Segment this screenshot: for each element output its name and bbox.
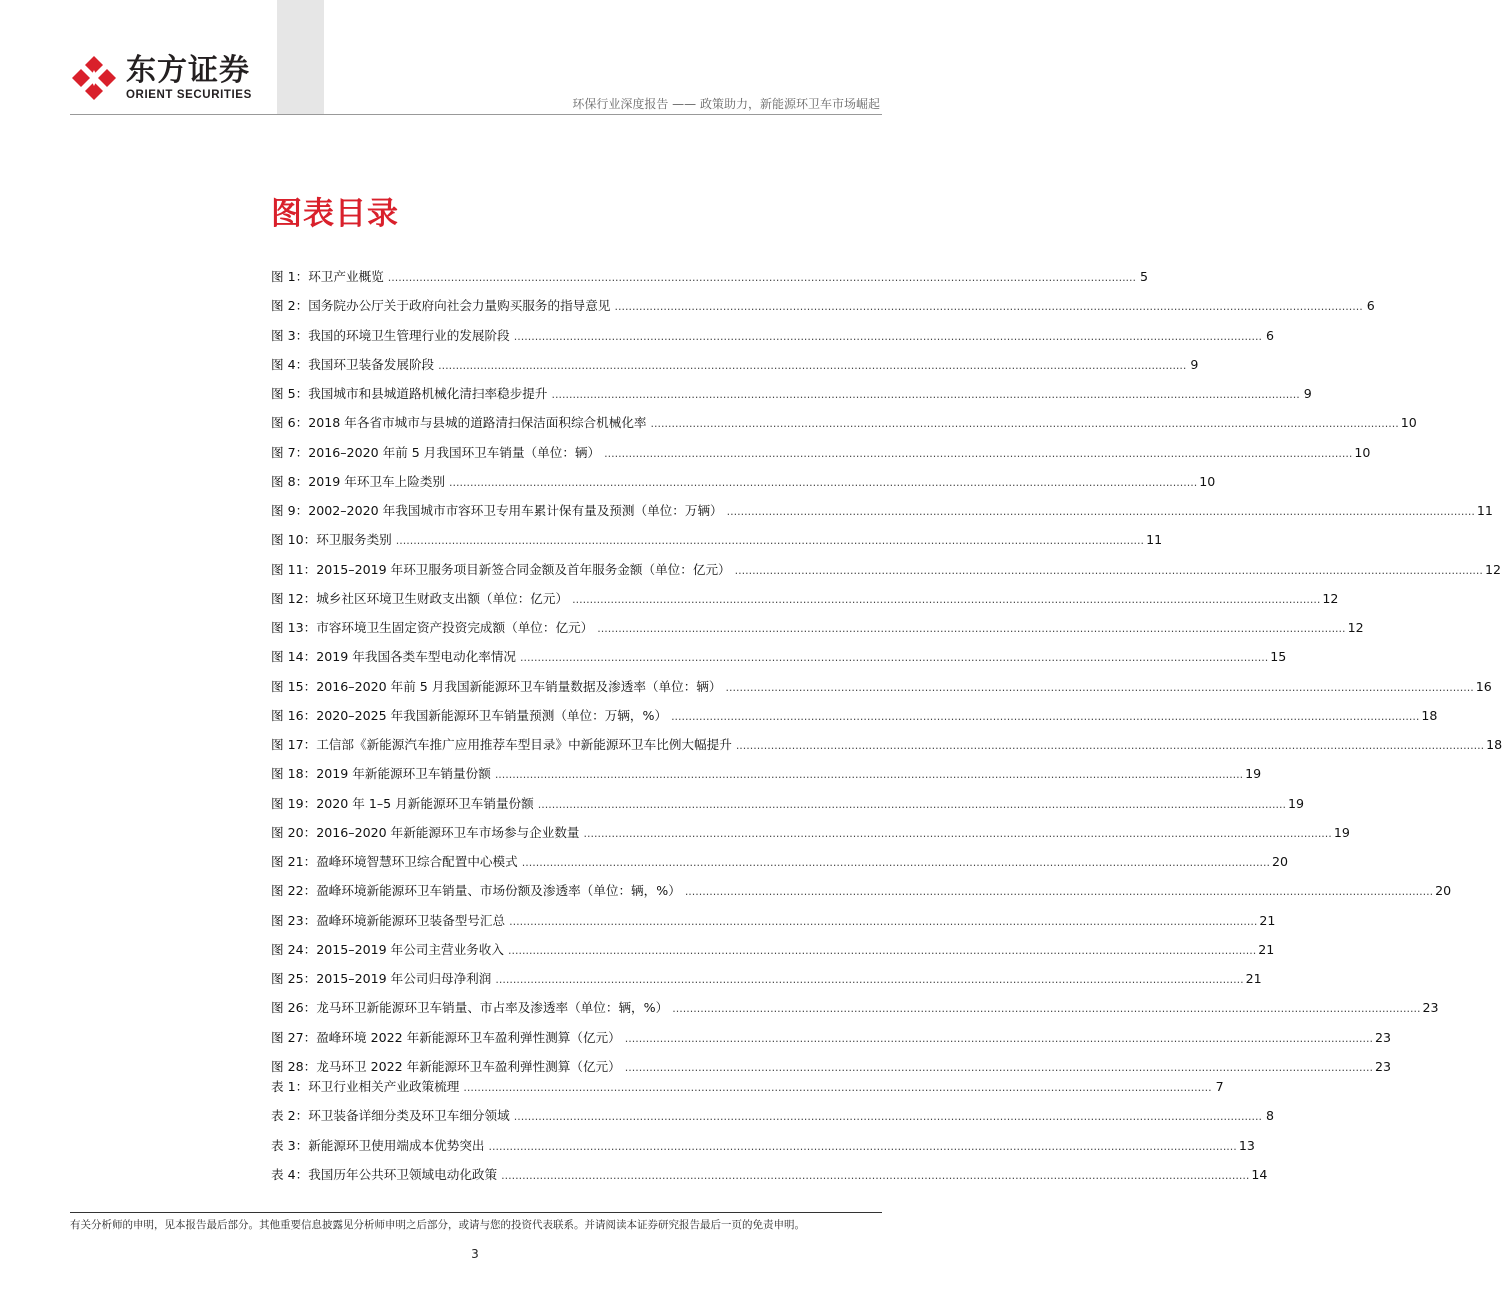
dot-leader bbox=[671, 710, 1419, 723]
figure-entry-label: 图 11：2015–2019 年环卫服务项目新签合同金额及首年服务金额（单位：亿元） bbox=[271, 561, 731, 577]
figure-entry-label: 图 9：2002–2020 年我国城市市容环卫专用车累计保有量及预测（单位：万辆） bbox=[271, 503, 723, 518]
figure-entry[interactable] bbox=[271, 676, 1492, 705]
dot-leader bbox=[495, 768, 1243, 781]
figure-entry-page: 11 bbox=[1146, 532, 1163, 548]
figure-entry-page: 23 bbox=[1375, 1058, 1392, 1074]
figure-entry-page: 23 bbox=[1375, 1029, 1392, 1045]
figure-entry-page: 10 bbox=[1199, 473, 1216, 489]
dot-leader bbox=[388, 271, 1136, 284]
figure-entry-label: 图 12：城乡社区环境卫生财政支出额（单位：亿元） bbox=[271, 590, 569, 606]
dot-leader bbox=[735, 564, 1483, 577]
figure-entry-page: 10 bbox=[1400, 415, 1417, 431]
dot-leader bbox=[572, 593, 1320, 606]
footer-disclaimer: 有关分析师的申明，见本报告最后部分。其他重要信息披露见分析师申明之后部分，或请与您的投资代表联系。并请阅读本证券研究报告最后一页的免责申明。 bbox=[70, 1219, 805, 1231]
table-entry-label: 表 4：我国历年公共环卫领域电动化政策 bbox=[271, 1166, 498, 1182]
figure-entry[interactable] bbox=[271, 471, 1216, 500]
figure-entry[interactable] bbox=[271, 851, 1289, 880]
dot-leader bbox=[597, 622, 1345, 635]
figure-entry-label: 图 6：2018 年各省市城市与县城的道路清扫保洁面积综合机械化率 bbox=[271, 415, 647, 431]
dot-leader bbox=[672, 1002, 1420, 1015]
figure-entry[interactable] bbox=[271, 646, 1287, 675]
table-entry-page: 8 bbox=[1265, 1108, 1274, 1124]
figure-entry-label: 图 22：盈峰环境新能源环卫车销量、市场份额及渗透率（单位：辆，%） bbox=[271, 883, 681, 899]
figure-entry[interactable] bbox=[271, 617, 1364, 646]
figure-entry-page: 21 bbox=[1258, 941, 1275, 957]
figure-entry[interactable] bbox=[271, 763, 1262, 792]
figure-entry-label: 图 15：2016–2020 年前 5 月我国新能源环卫车销量数据及渗透率（单位：辆） bbox=[271, 678, 722, 694]
figure-entry-label: 图 13：市容环境卫生固定资产投资完成额（单位：亿元） bbox=[271, 620, 594, 635]
figure-entry-page: 10 bbox=[1354, 444, 1371, 460]
figure-entry-label: 图 5：我国城市和县城道路机械化清扫率稳步提升 bbox=[271, 386, 548, 401]
dot-leader bbox=[625, 1032, 1373, 1045]
figure-entry-label: 图 23：盈峰环境新能源环卫装备型号汇总 bbox=[271, 912, 506, 928]
table-entry[interactable] bbox=[271, 1105, 1274, 1134]
dot-leader bbox=[509, 915, 1257, 928]
figure-entry-label: 图 1：环卫产业概览 bbox=[271, 269, 384, 284]
logo-english-name: ORIENT SECURITIES bbox=[126, 89, 252, 101]
figure-entry[interactable] bbox=[271, 295, 1375, 324]
figure-entry[interactable] bbox=[271, 266, 1149, 295]
table-entry-page: 13 bbox=[1238, 1137, 1255, 1153]
figure-entry-label: 图 19：2020 年 1–5 月新能源环卫车销量份额 bbox=[271, 795, 534, 811]
logo-text bbox=[126, 55, 252, 101]
dot-leader bbox=[396, 534, 1144, 547]
dot-leader bbox=[508, 944, 1256, 957]
figure-entry-label: 图 14：2019 年我国各类车型电动化率情况 bbox=[271, 649, 516, 665]
figure-entry-label: 图 2：国务院办公厅关于政府向社会力量购买服务的指导意见 bbox=[271, 298, 611, 314]
dot-leader bbox=[449, 476, 1197, 489]
table-entry[interactable] bbox=[271, 1164, 1268, 1193]
figure-entry-page: 20 bbox=[1272, 854, 1289, 869]
dot-leader bbox=[489, 1140, 1237, 1153]
dot-leader bbox=[725, 681, 1473, 694]
dot-leader bbox=[538, 798, 1286, 811]
figure-entry-page: 9 bbox=[1190, 356, 1199, 372]
table-entry-label: 表 2：环卫装备详细分类及环卫车细分领域 bbox=[271, 1108, 510, 1124]
dot-leader bbox=[625, 1061, 1373, 1074]
figure-entry-label: 图 27：盈峰环境 2022 年新能源环卫车盈利弹性测算（亿元） bbox=[271, 1029, 621, 1045]
table-entry-label: 表 1：环卫行业相关产业政策梳理 bbox=[271, 1079, 460, 1094]
figure-entry-label: 图 16：2020–2025 年我国新能源环卫车销量预测（单位：万辆，%） bbox=[271, 707, 668, 723]
dot-leader bbox=[522, 856, 1270, 869]
dot-leader bbox=[651, 417, 1399, 430]
figure-entry-page: 21 bbox=[1245, 971, 1262, 986]
figure-entry[interactable] bbox=[271, 1027, 1392, 1056]
figure-entry-page: 5 bbox=[1140, 269, 1149, 284]
footer-divider bbox=[70, 1212, 882, 1213]
figure-entry-page: 21 bbox=[1259, 912, 1276, 928]
figure-entry[interactable] bbox=[271, 529, 1163, 558]
dot-leader bbox=[495, 973, 1243, 986]
figure-entry-page: 19 bbox=[1333, 824, 1350, 840]
figure-entry-label: 图 26：龙马环卫新能源环卫车销量、市占率及渗透率（单位：辆，%） bbox=[271, 1000, 669, 1016]
figure-entry-label: 图 18：2019 年新能源环卫车销量份额 bbox=[271, 766, 491, 782]
figure-entry-label: 图 7：2016–2020 年前 5 月我国环卫车销量（单位：辆） bbox=[271, 444, 601, 460]
figure-entry[interactable] bbox=[271, 383, 1312, 412]
figure-entry-label: 图 3：我国的环境卫生管理行业的发展阶段 bbox=[271, 327, 510, 343]
table-entry-label: 表 3：新能源环卫使用端成本优势突出 bbox=[271, 1137, 485, 1153]
figure-entry[interactable] bbox=[271, 793, 1305, 822]
table-list bbox=[271, 1076, 1274, 1193]
figure-entry[interactable] bbox=[271, 354, 1199, 383]
figure-entry-page: 9 bbox=[1303, 386, 1312, 401]
figure-entry-page: 20 bbox=[1435, 883, 1452, 899]
company-logo bbox=[70, 54, 252, 102]
figure-entry-label: 图 17：工信部《新能源汽车推广应用推荐车型目录》中新能源环卫车比例大幅提升 bbox=[271, 737, 732, 752]
dot-leader bbox=[514, 330, 1262, 343]
figure-entry-label: 图 10：环卫服务类别 bbox=[271, 532, 392, 548]
figure-entry[interactable] bbox=[271, 325, 1274, 354]
figure-entry-page: 16 bbox=[1475, 678, 1492, 694]
figure-entry-label: 图 21：盈峰环境智慧环卫综合配置中心模式 bbox=[271, 854, 518, 869]
dot-leader bbox=[604, 447, 1352, 460]
figure-entry-page: 11 bbox=[1476, 503, 1493, 518]
figure-entry-page: 18 bbox=[1486, 737, 1502, 752]
figure-entry[interactable] bbox=[271, 705, 1438, 734]
figure-entry[interactable] bbox=[271, 822, 1350, 851]
dot-leader bbox=[584, 827, 1332, 840]
figure-entry-label: 图 25：2015–2019 年公司归母净利润 bbox=[271, 971, 492, 986]
figure-entry[interactable] bbox=[271, 442, 1371, 471]
figure-entry-label: 图 24：2015–2019 年公司主营业务收入 bbox=[271, 941, 504, 957]
toc-title: 图表目录 bbox=[271, 196, 399, 232]
figure-entry-page: 15 bbox=[1270, 649, 1287, 665]
figure-entry-page: 23 bbox=[1422, 1000, 1439, 1016]
dot-leader bbox=[685, 885, 1433, 898]
dot-leader bbox=[736, 739, 1484, 752]
figure-entry[interactable] bbox=[271, 588, 1339, 617]
logo-chinese-name: 东方证券 bbox=[126, 53, 250, 88]
header-divider bbox=[70, 114, 882, 115]
dot-leader bbox=[727, 505, 1475, 518]
dot-leader bbox=[520, 651, 1268, 664]
figure-entry[interactable] bbox=[271, 412, 1417, 441]
dot-leader bbox=[463, 1081, 1211, 1094]
figure-entry[interactable] bbox=[271, 910, 1276, 939]
figure-entry-page: 19 bbox=[1245, 766, 1262, 782]
dot-leader bbox=[514, 1110, 1262, 1123]
figure-entry[interactable] bbox=[271, 734, 1502, 763]
table-entry[interactable] bbox=[271, 1076, 1224, 1105]
orient-logo-icon bbox=[70, 54, 118, 102]
dot-leader bbox=[552, 388, 1300, 401]
figure-entry-page: 6 bbox=[1366, 298, 1375, 314]
table-entry-page: 7 bbox=[1215, 1079, 1224, 1094]
figure-entry-label: 图 4：我国环卫装备发展阶段 bbox=[271, 356, 435, 372]
figure-entry[interactable] bbox=[271, 968, 1262, 997]
figure-entry-label: 图 20：2016–2020 年新能源环卫车市场参与企业数量 bbox=[271, 824, 580, 840]
table-entry[interactable] bbox=[271, 1135, 1255, 1164]
figure-entry[interactable] bbox=[271, 997, 1439, 1026]
figure-entry[interactable] bbox=[271, 500, 1493, 529]
table-entry-page: 14 bbox=[1251, 1166, 1268, 1182]
dot-leader bbox=[614, 300, 1362, 313]
figure-entry-page: 19 bbox=[1288, 795, 1305, 811]
figure-entry-page: 12 bbox=[1484, 561, 1501, 577]
report-title: 环保行业深度报告 —— 政策助力，新能源环卫车市场崛起 bbox=[572, 97, 880, 111]
figure-list bbox=[271, 266, 1502, 1085]
dot-leader bbox=[438, 359, 1186, 372]
figure-entry-label: 图 8：2019 年环卫车上险类别 bbox=[271, 473, 446, 489]
figure-entry-page: 18 bbox=[1421, 707, 1438, 723]
figure-entry[interactable] bbox=[271, 939, 1275, 968]
figure-entry[interactable] bbox=[271, 559, 1501, 588]
figure-entry-page: 6 bbox=[1265, 327, 1274, 343]
dot-leader bbox=[501, 1169, 1249, 1182]
figure-entry[interactable] bbox=[271, 880, 1452, 909]
figure-entry-page: 12 bbox=[1322, 590, 1339, 606]
figure-entry-label: 图 28：龙马环卫 2022 年新能源环卫车盈利弹性测算（亿元） bbox=[271, 1058, 621, 1074]
figure-entry-page: 12 bbox=[1347, 620, 1364, 635]
page-number: 3 bbox=[471, 1247, 479, 1261]
header-accent-bar bbox=[277, 0, 324, 114]
